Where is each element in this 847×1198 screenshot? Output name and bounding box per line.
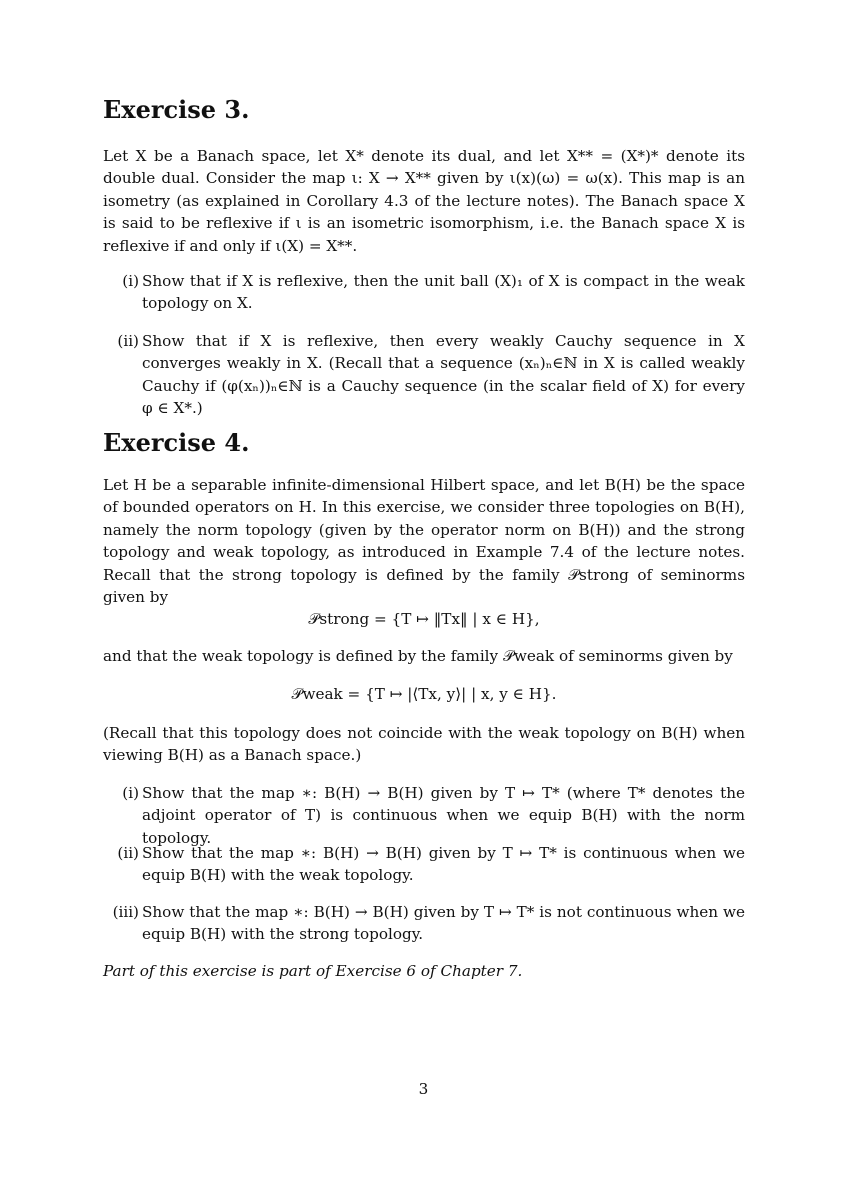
exercise-3-heading: Exercise 3. <box>103 95 250 124</box>
item-label: (ii) <box>117 844 139 862</box>
exercise-source-note: Part of this exercise is part of Exercise 6 of Chapter 7. <box>103 962 523 980</box>
exercise-3-item-i <box>103 270 745 315</box>
exercise-4-weak-sentence: and that the weak topology is defined by the family 𝒫weak of seminorms given by <box>103 647 733 665</box>
weak-seminorm-display: 𝒫weak = {T ↦ |⟨Tx, y⟩| | x, y ∈ H}. <box>291 685 557 703</box>
item-label: (iii) <box>112 903 139 921</box>
exercise-4-item-i <box>103 782 745 849</box>
strong-seminorm-display: 𝒫strong = {T ↦ ‖Tx‖ | x ∈ H}, <box>308 610 540 628</box>
item-text: Show that if X is reflexive, then every weakly Cauchy sequence in X converges weakly in X. (Recall that a sequence (xₙ)ₙ∈ℕ in X is called weakly Cauchy if (φ(xₙ))ₙ∈ℕ is a Cauchy sequence (in the scalar field of X) for every φ ∈ X*.) <box>142 332 745 418</box>
exercise-3-intro: Let X be a Banach space, let X* denote its dual, and let X** = (X*)* denote its double dual. Consider the map ι: X → X** given by ι(x)(ω) = ω(x). This map is an isometry (as explained in Corollary 4.3 of the lecture notes). The Banach space X is said to be reflexive if ι is an isometric isomorphism, i.e. the Banach space X is reflexive if and only if ι(X) = X**. <box>103 147 745 255</box>
exercise-4-item-ii <box>103 842 745 887</box>
item-label: (ii) <box>117 332 139 350</box>
exercise-4-item-iii <box>103 901 745 946</box>
exercise-3-item-ii <box>103 330 745 420</box>
item-label: (i) <box>122 272 139 290</box>
item-text: Show that the map ∗: B(H) → B(H) given by T ↦ T* is not continuous when we equip B(H) with the strong topology. <box>142 903 745 944</box>
exercise-4-intro: Let H be a separable infinite-dimensional Hilbert space, and let B(H) be the space of bounded operators on H. In this exercise, we consider three topologies on B(H), namely the norm topology (given by the operator norm on B(H)) and the strong topology and weak topology, as introduced in Example 7.4 of the lecture notes. Recall that the strong topology is defined by the family 𝒫strong of seminorms given by <box>103 476 745 607</box>
item-text: Show that if X is reflexive, then the unit ball (X)₁ of X is compact in the weak topology on X. <box>142 272 745 313</box>
item-label: (i) <box>122 784 139 802</box>
exercise-4-heading: Exercise 4. <box>103 428 250 457</box>
item-text: Show that the map ∗: B(H) → B(H) given by T ↦ T* (where T* denotes the adjoint operator of T) is continuous when we equip B(H) with the norm topology. <box>142 784 745 847</box>
page-number: 3 <box>418 1080 429 1098</box>
item-text: Show that the map ∗: B(H) → B(H) given by T ↦ T* is continuous when we equip B(H) with the weak topology. <box>142 844 745 885</box>
exercise-4-recall: (Recall that this topology does not coincide with the weak topology on B(H) when viewing B(H) as a Banach space.) <box>103 724 745 765</box>
